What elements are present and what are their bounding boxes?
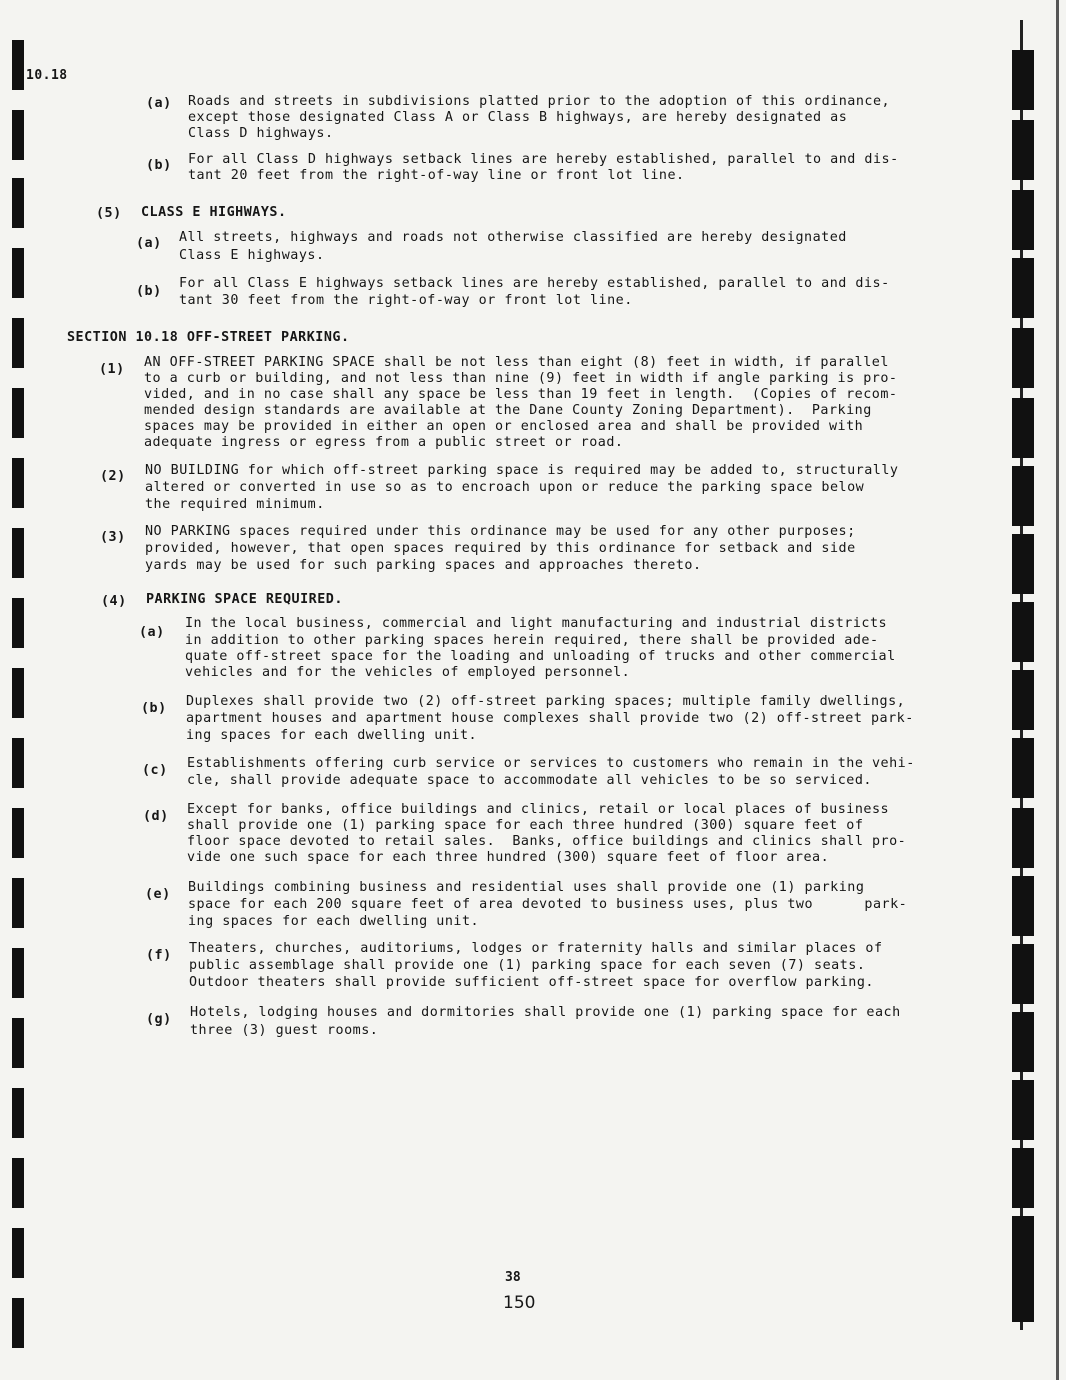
binding-mark [12, 1228, 24, 1278]
binding-mark [12, 668, 24, 718]
binding-mark [12, 1158, 24, 1208]
binding-mark [1012, 120, 1034, 180]
paragraph-line: except those designated Class A or Class B highways, are hereby designated as [188, 110, 848, 125]
paragraph-line: Class E highways. [179, 248, 325, 263]
binding-mark [12, 948, 24, 998]
binding-mark [12, 598, 24, 648]
binding-mark [1012, 808, 1034, 868]
paragraph-line: ing spaces for each dwelling unit. [188, 914, 480, 929]
paragraph-line: All streets, highways and roads not otherwise classified are hereby designated [179, 230, 847, 245]
binding-mark [1012, 190, 1034, 250]
item-label: (b) [136, 284, 162, 299]
paragraph-line: apartment houses and apartment house complexes shall provide two (2) off-street park- [186, 711, 914, 726]
item-label: (d) [143, 809, 169, 824]
binding-mark [12, 878, 24, 928]
binding-mark [12, 528, 24, 578]
paragraph-line: Class D highways. [188, 126, 334, 141]
item-label: (c) [142, 763, 168, 778]
paragraph-line: spaces may be provided in either an open or enclosed area and shall be provided with [144, 419, 864, 434]
binding-mark [1012, 876, 1034, 936]
binding-mark [1012, 534, 1034, 594]
binding-mark [12, 808, 24, 858]
item-label: (e) [145, 887, 171, 902]
paragraph-line: In the local business, commercial and light manufacturing and industrial districts [185, 616, 888, 631]
item-label: (b) [146, 158, 172, 173]
paragraph-line: Duplexes shall provide two (2) off-street parking spaces; multiple family dwellings, [186, 694, 906, 709]
binding-mark [12, 178, 24, 228]
paragraph-line: Outdoor theaters shall provide sufficient off-street space for overflow parking. [189, 975, 874, 990]
binding-mark [12, 1018, 24, 1068]
binding-mark [1012, 1080, 1034, 1140]
item-label: (f) [146, 948, 172, 963]
paragraph-line: ing spaces for each dwelling unit. [186, 728, 478, 743]
binding-mark [1012, 1012, 1034, 1072]
item-label: (g) [146, 1012, 172, 1027]
binding-mark [1012, 670, 1034, 730]
paragraph-line: space for each 200 square feet of area devoted to business uses, plus two park- [188, 897, 908, 912]
paragraph-line: shall provide one (1) parking space for each three hundred (300) square feet of [187, 818, 864, 833]
paragraph-line: quate off-street space for the loading and unloading of trucks and other commercial [185, 649, 896, 664]
paragraph-line: For all Class D highways setback lines are hereby established, parallel to and dis- [188, 152, 899, 167]
paragraph-line: vide one such space for each three hundred (300) square feet of floor area. [187, 850, 830, 865]
binding-mark [1012, 738, 1034, 798]
handwritten-page-number: 150 [503, 1293, 536, 1313]
binding-mark [1012, 50, 1034, 110]
paragraph-line: AN OFF-STREET PARKING SPACE shall be not less than eight (8) feet in width, if parallel [144, 355, 889, 370]
paragraph-line: vehicles and for the vehicles of employed personnel. [185, 665, 631, 680]
section-title: SECTION 10.18 OFF-STREET PARKING. [67, 330, 350, 345]
paragraph-line: tant 30 feet from the right-of-way or front lot line. [179, 293, 633, 308]
binding-mark [1012, 328, 1034, 388]
paragraph-line: For all Class E highways setback lines are hereby established, parallel to and dis- [179, 276, 890, 291]
binding-mark [1012, 602, 1034, 662]
paragraph-line: yards may be used for such parking spaces and approaches thereto. [145, 558, 702, 573]
item-label: (a) [146, 96, 172, 111]
binding-mark [12, 40, 24, 90]
page-edge [1056, 0, 1059, 1380]
paragraph-line: Buildings combining business and residential uses shall provide one (1) parking [188, 880, 865, 895]
item-label: (b) [141, 701, 167, 716]
item-label: (4) [101, 594, 127, 609]
paragraph-line: vided, and in no case shall any space be less than 19 feet in length. (Copies of recom- [144, 387, 898, 402]
binding-mark [12, 110, 24, 160]
paragraph-line: cle, shall provide adequate space to accommodate all vehicles to be so serviced. [187, 773, 872, 788]
binding-mark [12, 318, 24, 368]
binding-mark [1012, 1262, 1034, 1322]
item-label: (3) [100, 530, 126, 545]
binding-mark [1012, 466, 1034, 526]
page-number: 38 [505, 1270, 521, 1285]
item-label: (5) [96, 206, 122, 221]
paragraph-line: the required minimum. [145, 497, 325, 512]
paragraph-line: Establishments offering curb service or services to customers who remain in the vehi- [187, 756, 915, 771]
paragraph-line: adequate ingress or egress from a public street or road. [144, 435, 624, 450]
binding-mark [1012, 1148, 1034, 1208]
binding-mark [12, 458, 24, 508]
paragraph-line: Hotels, lodging houses and dormitories shall provide one (1) parking space for each [190, 1005, 901, 1020]
paragraph-line: provided, however, that open spaces required by this ordinance for setback and side [145, 541, 856, 556]
paragraph-line: Theaters, churches, auditoriums, lodges or fraternity halls and similar places of [189, 941, 883, 956]
paragraph-line: Except for banks, office buildings and clinics, retail or local places of business [187, 802, 890, 817]
paragraph-line: NO BUILDING for which off-street parking space is required may be added to, structurally [145, 463, 899, 478]
binding-mark [1012, 398, 1034, 458]
binding-mark [1012, 944, 1034, 1004]
item-label: (a) [136, 236, 162, 251]
binding-mark [12, 248, 24, 298]
paragraph-line: mended design standards are available at the Dane County Zoning Department). Parking [144, 403, 872, 418]
subsection-heading: CLASS E HIGHWAYS. [141, 205, 287, 220]
paragraph-line: tant 20 feet from the right-of-way line or front lot line. [188, 168, 685, 183]
binding-mark [12, 738, 24, 788]
binding-mark [12, 1088, 24, 1138]
section-reference: 10.18 [26, 68, 68, 83]
paragraph-line: floor space devoted to retail sales. Banks, office buildings and clinics shall pro- [187, 834, 907, 849]
binding-mark [12, 388, 24, 438]
paragraph-line: altered or converted in use so as to encroach upon or reduce the parking space below [145, 480, 865, 495]
paragraph-line: to a curb or building, and not less than nine (9) feet in width if angle parking is pro- [144, 371, 898, 386]
paragraph-line: three (3) guest rooms. [190, 1023, 379, 1038]
paragraph-line: public assemblage shall provide one (1) parking space for each seven (7) seats. [189, 958, 866, 973]
subsection-heading: PARKING SPACE REQUIRED. [146, 592, 343, 607]
item-label: (1) [99, 362, 125, 377]
item-label: (2) [100, 469, 126, 484]
binding-mark [12, 1298, 24, 1348]
paragraph-line: in addition to other parking spaces herein required, there shall be provided ade- [185, 633, 879, 648]
paragraph-line: Roads and streets in subdivisions platted prior to the adoption of this ordinance, [188, 94, 891, 109]
item-label: (a) [139, 625, 165, 640]
paragraph-line: NO PARKING spaces required under this ordinance may be used for any other purposes; [145, 524, 856, 539]
binding-mark [1012, 258, 1034, 318]
